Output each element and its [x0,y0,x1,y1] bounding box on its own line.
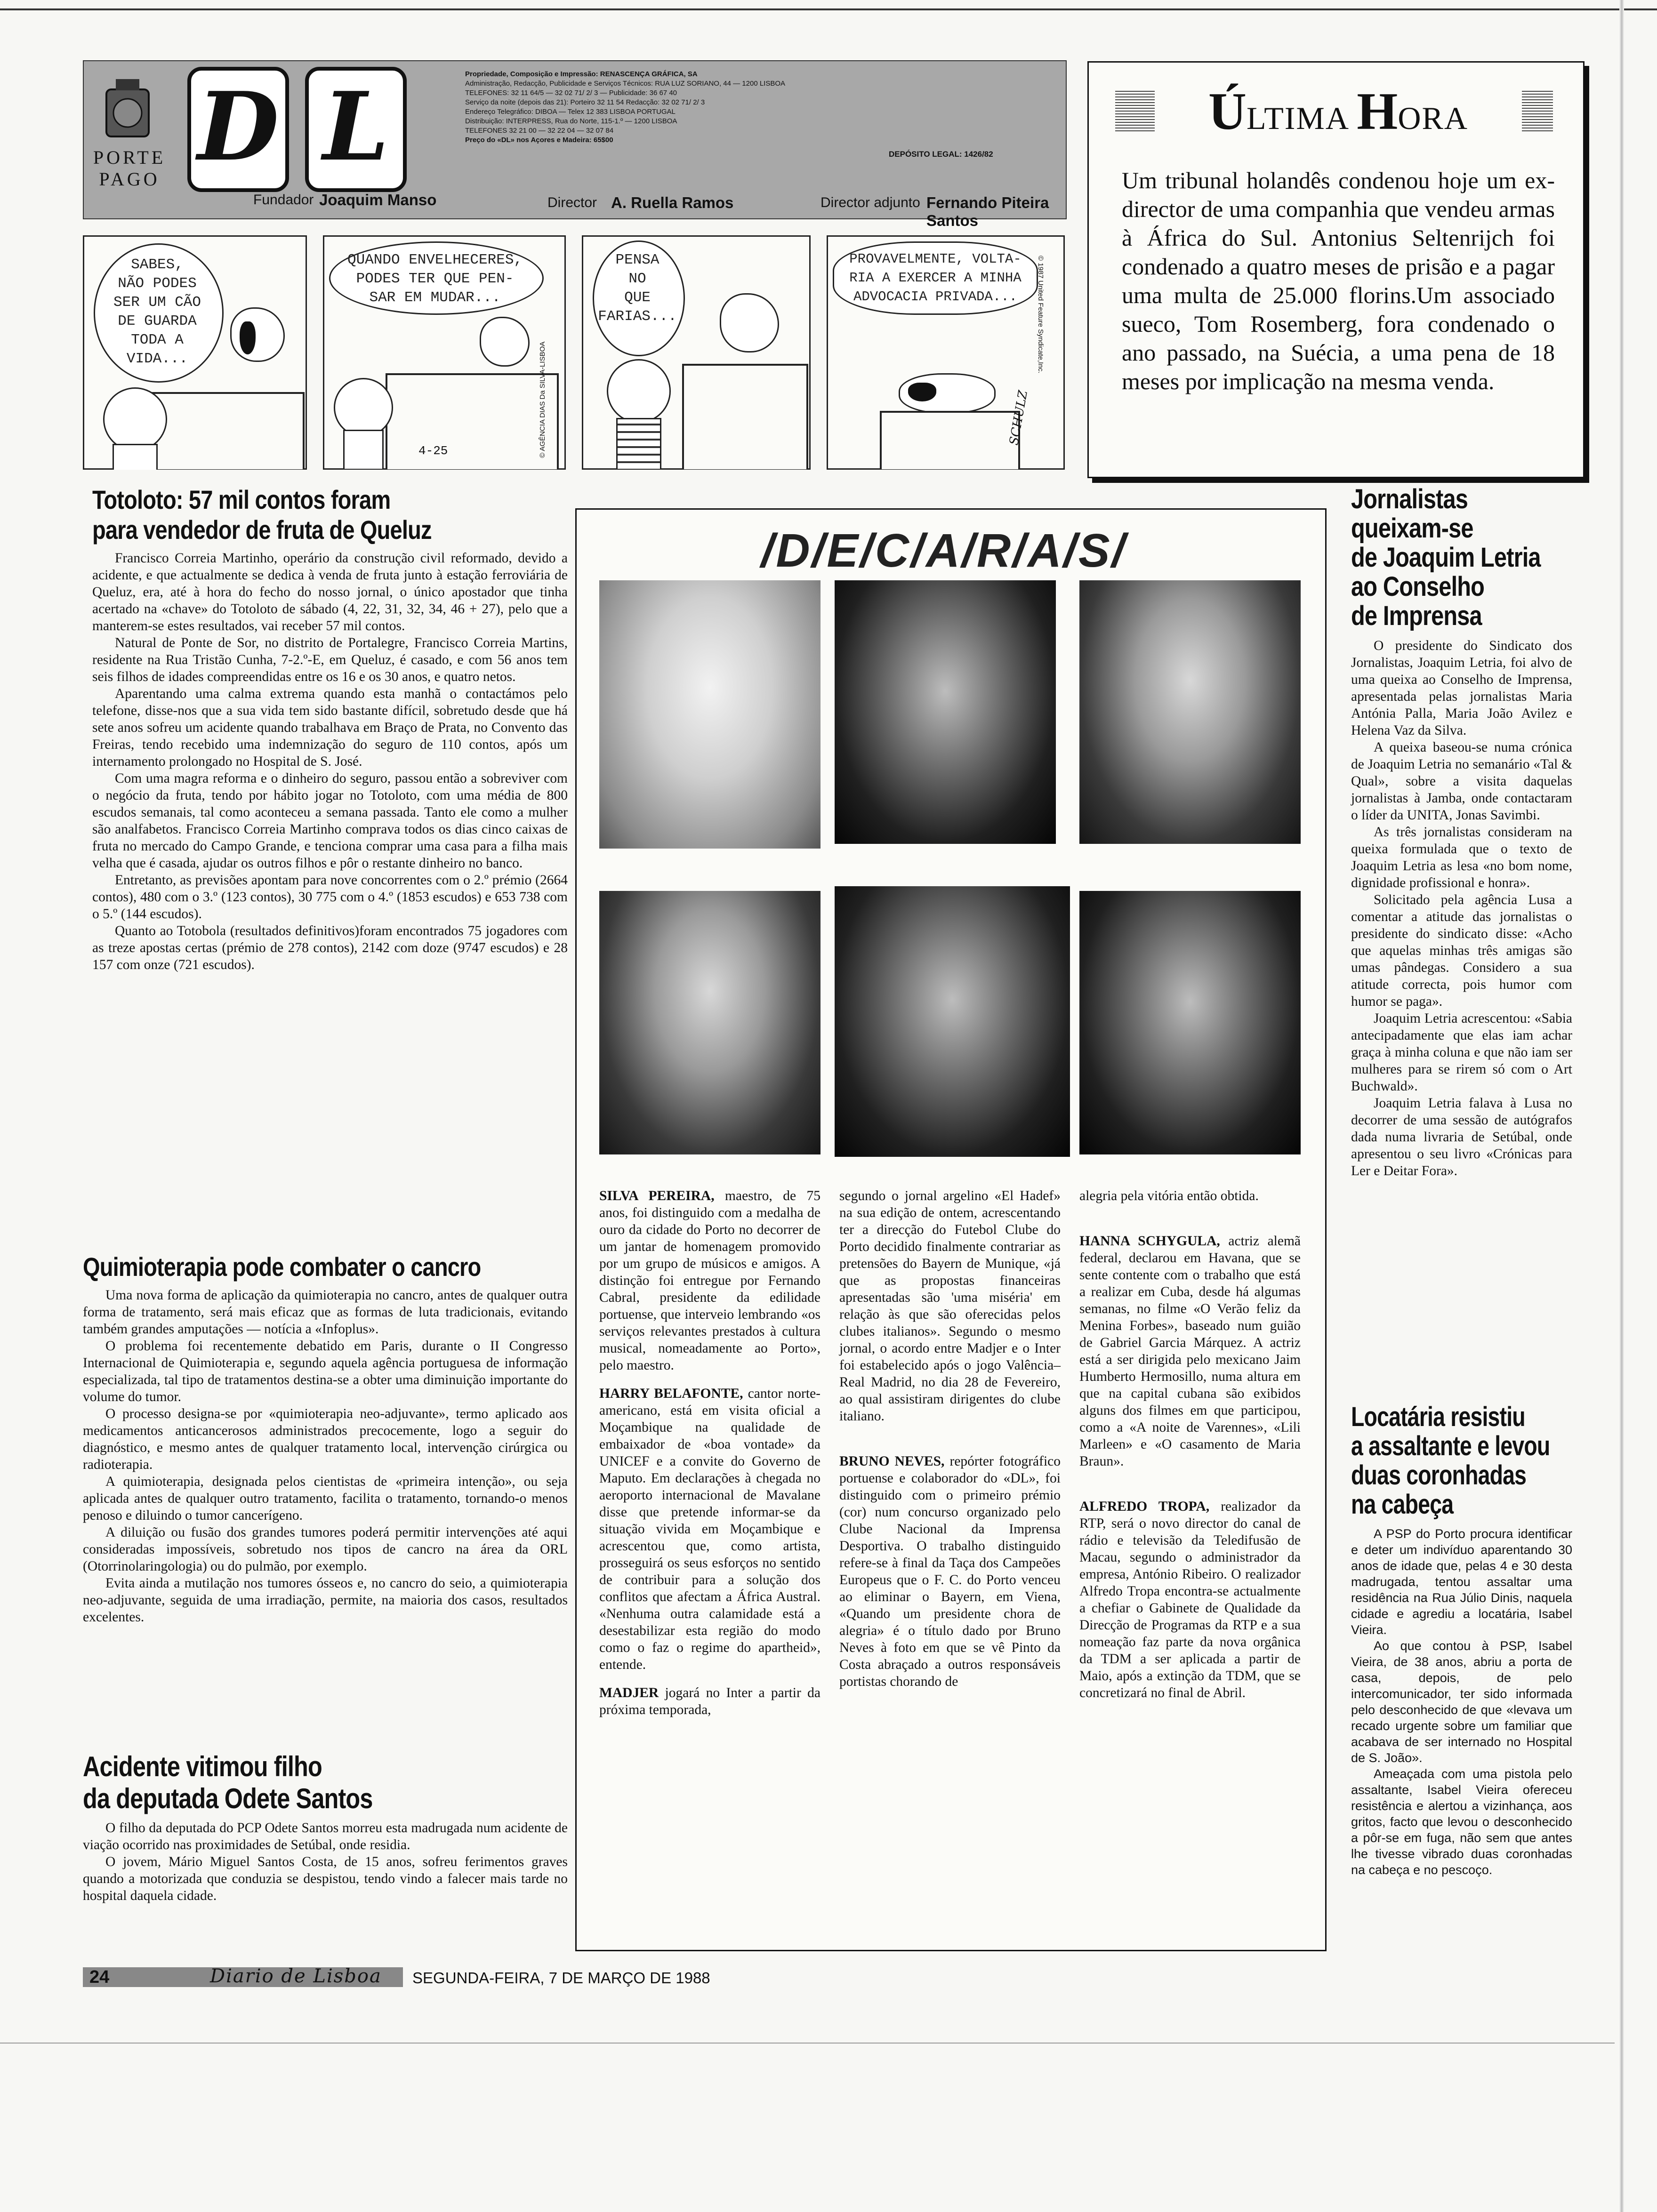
paragraph: Aparentando uma calma extrema quando esta manhã o contactámos pelo telefone, disse-nos que a sua vida tem sido bastante difícil, sobretudo desde que há sete anos sofreu um acidente quando trabalhava em Braço de Prata, no Convento das Freiras, tendo recebido uma indemnização do seguro de 110 contos, após um internamento prolongado no Hospital de S. José. [92,686,568,769]
comic-panel-3 [582,235,811,470]
locataria-headline-4: na cabeça [1351,1489,1454,1520]
photo-harry-belafonte [835,580,1056,844]
info-line: Administração, Redacção, Publicidade e Serviços Técnicos: RUA LUZ SORIANO, 44 — 1200 LISBOA [465,80,786,88]
title-ora: ORA [1398,100,1468,136]
paragraph: As três jornalistas consideram na queixa formulada que o texto de Joaquim Letria as lesa «no bom nome, dignidade profissional e honra». [1351,825,1572,890]
photo-alfredo-tropa [1079,891,1301,1154]
ear [908,383,936,401]
paragraph: Ameaçada com uma pistola pelo assaltante, Isabel Vieira ofereceu resistência e alertou a vizinhança, aos gritos, facto que levou o desconhecido a pôr-se em fuga, não sem que antes lhe tivesse vibrado duas coronhadas na cabeça e no pescoço. [1351,1767,1572,1877]
paragraph: Quanto ao Totobola (resultados definitivos)foram encontrados 75 jogadores com as treze apostas certas (prémio de 278 contos), 2142 com doze (9747 escudos) e 28 157 com onze (721 escudos). [92,923,568,972]
syndicate-credit: © 1987 United Feature Syndicate,Inc. [1037,256,1045,374]
paragraph: A PSP do Porto procura identificar e deter um indivíduo aparentando 30 anos de idade que, pelas 4 e 30 desta madrugada, tentou assaltar uma residência na Rua Júlio Dinis, naquela cidade e agrediu a locatária, Isabel Vieira. [1351,1527,1572,1637]
info-line: TELEFONES 32 21 00 — 32 22 04 — 32 07 84 [465,127,614,135]
decaras-box [575,508,1327,1951]
info-line: Endereço Telegráfico: DIBOA — Telex 12 383 LISBOA PORTUGAL [465,108,676,116]
right-edge [1619,0,1624,2212]
decaras-col-2 [839,1187,1061,1690]
kid-body [343,430,384,469]
paragraph: Joaquim Letria falava à Lusa no decorrer de uma sessão de autógrafos dada numa livraria de Setúbal, onde apresentou o seu livro «Crónicas para Ler e Deitar Fora». [1351,1096,1572,1178]
ultima-hora-title [1155,81,1522,141]
paragraph: Joaquim Letria acrescentou: «Sabia antecipadamente que elas iam achar graça à minha coluna e que não iam ser mulheres para se rirem só com o Art Buchwald». [1351,1011,1572,1094]
signature: SCHULZ [1007,389,1030,447]
snoopy-icon [230,307,285,362]
quimio-headline: Quimioterapia pode combater o cancro [83,1252,481,1282]
page-number: 24 [89,1967,110,1987]
jornalistas-headline-2: queixam-se [1351,513,1473,544]
locataria-headline-1: Locatária resistiu [1351,1402,1525,1432]
info-line: Distribuição: INTERPRESS, Rua do Norte, 115-1.º — 1200 LISBOA [465,117,677,125]
entry-text: repórter fotográfico portuense e colaborador do «DL», foi distinguido com o primeiro prémio (cor) num concurso organizado pelo Clube Nacional da Imprensa Desportiva. O trabalho distinguido refere-se à final da Taça dos Campeões Europeus que o F. C. do Porto venceu ao eliminar o Bayern, em Viena, «Quando um presidente chora de alegria» é o título dado por Bruno Neves à foto em que se vê Pinto da Costa abraçado a outros responsáveis portistas chorando de [839,1454,1061,1689]
entry-name: ALFREDO TROPA, [1079,1499,1210,1514]
doghouse-icon [150,392,305,469]
comic-strip [83,235,1067,471]
paragraph: Solicitado pela agência Lusa a comentar a atitude das jornalistas o presidente do sindicato disse: «Acho que aquelas minhas três amigas são umas pândegas. Considero a sua atitude correcta, pois humor com humor se paga». [1351,892,1572,1009]
quimio-body [83,1287,568,1626]
quimio-article [83,1252,568,1626]
title-u: Ú [1208,82,1247,141]
paragraph: A quimioterapia, designada pelos cientistas de «primeira intenção», ou seja aplicada antes de qualquer outro tratamento, facilita o tratamento, tornando-o menos penoso e diluindo o tumor cancerígeno. [83,1474,568,1523]
footer-date: SEGUNDA-FEIRA, 7 DE MARÇO DE 1988 [412,1969,710,1987]
comic-panel-2 [323,235,566,470]
bottom-rule [0,2043,1615,2044]
jornalistas-headline-3: de Joaquim Letria [1351,542,1541,573]
paragraph: O problema foi recentemente debatido em Paris, durante o II Congresso Internacional de Quimioterapia e, segundo aquela agência portuguesa de informação especializada, tal tipo de tratamentos destina-se a obter uma diminuição importante do volume do tumor. [83,1338,568,1404]
locataria-headline-3: duas coronhadas [1351,1460,1527,1491]
masthead-credits [253,188,1054,229]
locataria-article [1351,1403,1572,1878]
snoopy-icon [720,293,779,353]
director-label: Director [547,195,597,210]
porte-pago-label: PORTE PAGO [93,147,166,190]
agency-credit: © AGÊNCIA DIAS Da SILVA-LISBOA [539,341,547,458]
adjunto-name: Fernando Piteira Santos [926,194,1049,229]
entry-text: realizador da RTP, será o novo director do canal de rádio e televisão da Teledifusão de Macau, segundo o administrador da empresa, António Ribeiro. O realizador Alfredo Tropa encontra-se actualmente a chefiar o Gabinete de Qualidade da Direcção de Programas da RTP e a sua nomeação faz parte da nova orgânica da TDM a ser aplicada a partir de Maio, após a extinção da TDM, que se concretizará no final de Abril. [1079,1499,1301,1700]
jornalistas-headline-1: Jornalistas [1351,484,1468,514]
acidente-headline-2: da deputada Odete Santos [83,1783,373,1814]
comic-text: PENSA NO QUE FARIAS... [598,252,677,325]
entry-text: actriz alemã federal, declarou em Havana, que se sente contente com o trabalho que está a realizar em Cuba, desde há algumas semanas, no filme «O Verão feliz da Menina Forbes», baseado num guião de Gabriel Garcia Márquez. A actriz está a ser dirigida pelo mexicano Jaim Humberto Hermosillo, numa altura em que na capital cubana são exibidos alguns dos filmes em que participou, como a «A noite de Varennes», «Lili Marleen» e «O casamento de Maria Braun». [1079,1234,1301,1469]
info-line: Propriedade, Composição e Impressão: RENASCENÇA GRÁFICA, SA [465,70,698,78]
paragraph: O presidente do Sindicato dos Jornalistas, Joaquim Letria, foi alvo de uma queixa ao Conselho de Imprensa, apresentada pelas jornalistas Maria Antónia Palla, Maria João Avilez e Helena Vaz da Silva. [1351,638,1572,738]
paragraph: Evita ainda a mutilação nos tumores ósseos e, no cancro do seio, a quimioterapia neo-adjuvante, seguida de uma irradiação, permite, na maioria dos casos, resultados excelentes. [83,1576,568,1625]
photo-hanna-schygula [835,886,1070,1157]
page-footer [83,1965,742,1989]
ultima-hora-text: Um tribunal holandês condenou hoje um ex-director de uma companhia que vendeu armas à África do Sul. Antonius Seltenrijch foi condenado a quatro meses de prisão e a pagar uma multa de 25.000 florins.Um associado sueco, Tom Rosemberg, fora condenado o ano passado, na Suécia, a uma pena de 18 meses por implicação na mesma venda. [1122,167,1555,394]
paragraph: Ao que contou à PSP, Isabel Vieira, de 38 anos, abriu a porta de casa, depois, de pelo intercomunicador, ter sido informada pelo desconhecido de que «levava um recado urgente sobre um familiar que acabava de ser internado no Hospital de S. João». [1351,1639,1572,1765]
snoopy-icon [480,317,530,367]
comic-text: QUANDO ENVELHECERES, PODES TER QUE PEN- SAR EM MUDAR... [347,252,523,306]
linus-body [616,418,661,469]
totoloto-headline-2: para vendedor de fruta de Queluz [92,515,432,545]
charlie-brown-icon [103,387,167,451]
locataria-body [1351,1526,1572,1878]
entry-text: maestro, de 75 anos, foi distinguido com a medalha de ouro da cidade do Porto no decorrer de um jantar de homenagem promovido por um grupo de músicos e amigos. A distinção foi entregue por Fernando Cabral, presidente da edilidade portuense, que interveio lembrando «os serviços relevantes prestados à cultura musical, nomeadamente ao Porto», pelo maestro. [599,1188,820,1373]
info-line: TELEFONES: 32 11 64/5 — 32 02 71/ 2/ 3 — Publicidade: 36 67 40 [465,89,677,97]
masthead-info [465,70,1058,145]
paragraph: A queixa baseou-se numa crónica de Joaquim Letria no semanário «Tal & Qual», sobre a visita daquelas jornalistas à Jamba, onde contactaram o líder da UNITA, Jonas Savimbi. [1351,740,1572,823]
comic-panel-1 [83,235,307,470]
entry-hanna-schygula [1079,1233,1301,1470]
ultima-hora-box [1087,61,1585,478]
totoloto-article [92,485,568,973]
paragraph: Francisco Correia Martinho, operário da construção civil reformado, devido a acidente, e que actualmente se dedica à venda de fruta junto à estação ferroviária de Queluz, era, até à hora do fecho do nosso jornal, o único apostador que tinha acertado na «chave» do Totoloto de sábado (4, 22, 31, 32, 34, 46 + 27), pelo que a manterem-se estes resultados, vai receber 57 mil contos. [92,551,568,633]
photo-bruno-neves [1079,580,1301,844]
totoloto-headline-1: Totoloto: 57 mil contos foram [92,485,391,514]
director-name: A. Ruella Ramos [611,194,734,211]
doghouse-icon [880,411,1020,469]
paragraph: Com uma magra reforma e o dinheiro do seguro, passou então a sobreviver com o negócio da fruta, tendo por hábito jogar no Totoloto, com uma média de 800 escudos semanais, tal como aconteceu a semana passada. Tanto ele como a mulher são analfabetos. Francisco Correia Martinho comprava todos os dias cinco caixas de fruta no mercado do Campo Grande, e tenciona comprar uma casa para a filha mais velha que é casada, ajudar os outros filhos e pôr o restante dinheiro no banco. [92,771,568,871]
kid-icon [334,378,393,437]
logo-l-box [305,67,407,192]
info-line: Serviço da noite (depois das 21): Porteiro 32 11 54 Redacção: 32 02 71/ 2/ 3 [465,98,705,106]
masthead [83,60,1067,229]
entry-bruno-neves-cont: alegria pela vitória então obtida. [1079,1188,1259,1203]
comic-text: SABES, NÃO PODES SER UM CÃO DE GUARDA TODA A VIDA... [113,256,201,367]
logo-letter-d: D [197,72,279,182]
acidente-article [83,1751,568,1904]
doghouse-icon [682,364,808,469]
entry-text: jogará no Inter a partir da próxima temporada, [599,1685,820,1717]
decaras-title: /D/E/C/A/R/A/S/ [761,524,1127,577]
paragraph: Natural de Ponte de Sor, no distrito de Portalegre, Francisco Correia Martins, residente na Rua Tristão Cunha, 7-2.º-E, em Queluz, é casado, e com 56 anos tem seis filhos de idades compreendidas entre os 16 e os 30 anos, e quatro netos. [92,635,568,684]
charlie-body [113,444,158,470]
entry-name: HARRY BELAFONTE, [599,1386,743,1401]
jornalistas-article [1351,485,1572,1179]
adjunto-label: Director adjunto [820,195,920,210]
title-h: H [1357,82,1398,141]
paragraph: Uma nova forma de aplicação da quimioterapia no cancro, antes de qualquer outra forma de tratamento, será mais eficaz que as formas de luta tradicionais, evitando também grandes amputações — notícia a «Infoplus». [83,1288,568,1337]
linus-icon [607,359,671,423]
jornalistas-headline-5: de Imprensa [1351,601,1482,631]
logo-letter-l: L [322,72,389,182]
comic-panel-4 [827,235,1065,470]
comic-text: PROVAVELMENTE, VOLTA- RIA A EXERCER A MINHA ADVOCACIA PRIVADA... [849,251,1022,305]
acidente-headline-1: Acidente vitimou filho [83,1751,322,1782]
photo-silva-pereira [599,580,820,849]
entry-name: BRUNO NEVES, [839,1454,945,1469]
paragraph: O filho da deputada do PCP Odete Santos morreu esta madrugada num acidente de viação ocorrido nas proximidades de Setúbal, onde residia. [83,1820,568,1852]
locataria-headline-2: a assaltante e levou [1351,1431,1550,1461]
entry-bruno-neves [839,1453,1061,1690]
jornalistas-headline-4: ao Conselho [1351,571,1485,602]
fundador-name: Joaquim Manso [319,191,437,208]
ear [240,321,256,354]
entry-name: MADJER [599,1685,659,1700]
entry-silva-pereira [599,1187,820,1374]
photo-madjer [599,891,820,1154]
entry-name: HANNA SCHYGULA, [1079,1234,1220,1249]
entry-text: cantor norte-americano, está em visita oficial a Moçambique na qualidade de embaixador de «boa vontade» da UNICEF e a convite do Governo de Maputo. Em declarações à chegada no aeroporto internacional de Mavalane disse que pretende informar-se da situação vivida em Moçambique e acrescentou que, como artista, prosseguirá os seus esforços no sentido de contribuir para a solução dos conflitos que afectam a África Austral. «Nenhuma outra calamidade está a desestabilizar esta região do modo como o faz o regime do apartheid», entende. [599,1386,820,1672]
jornalistas-body [1351,637,1572,1179]
deposito-legal: DEPÓSITO LEGAL: 1426/82 [889,150,993,159]
decaras-col-3 [1079,1187,1301,1701]
date-mark: 4-25 [418,444,448,458]
entry-madjer [599,1684,820,1718]
paragraph: O processo designa-se por «quimioterapia neo-adjuvante», termo aplicado aos medicamentos anticancerosos administrados precocemente, logo a seguir do diagnóstico, e mesmo antes de qualquer tratamento local, intervenção cirúrgica ou radioterapia. [83,1406,568,1472]
paragraph: O jovem, Mário Miguel Santos Costa, de 15 anos, sofreu ferimentos graves quando a motorizada que conduzia se despistou, tendo vindo a falecer mais tarde no hospital daquela cidade. [83,1854,568,1903]
info-line: Preço do «DL» nos Açores e Madeira: 65$00 [465,136,613,144]
title-ltima: LTIMA [1246,100,1357,136]
fundador-label: Fundador [253,192,314,208]
paragraph: Entretanto, as previsões apontam para nove concorrentes com o 2.º prémio (2664 contos), 480 com o 3.º (123 contos), 30 775 com o 4.º (1853 escudos) e 653 738 com o 5.º (144 escudos). [92,873,568,922]
entry-madjer-cont: segundo o jornal argelino «El Hadef» na sua edição de ontem, acrescentando ter a direcção do Futebol Clube do Porto decidido finalmente contrariar as pretensões do Bayern de Munique, «já que as propostas financeiras apresentadas são 'uma miséria' em relação às que são oferecidas pelos clubes italianos». Segundo o mesmo jornal, o acordo entre Madjer e o Inter foi estabelecido após o jogo Valência–Real Madrid, no dia 28 de Fevereiro, ao qual assistiram dirigentes do clube italiano. [839,1188,1061,1424]
paragraph: A diluição ou fusão dos grandes tumores poderá permitir intervenções até aqui consideradas impossíveis, sobretudo nos tipos de cancro na área da ORL (Otorrinolaringologia) ou do pulmão, por exemplo. [83,1525,568,1574]
coat-of-arms-icon [97,75,158,146]
entry-alfredo-tropa [1079,1498,1301,1701]
decaras-col-1 [599,1187,820,1718]
logo-d-box [187,67,289,192]
entry-harry-belafonte [599,1385,820,1673]
top-rule [0,8,1657,10]
doghouse-icon [386,373,559,469]
paper-name: Diario de Lisboa [210,1965,382,1987]
entry-name: SILVA PEREIRA, [599,1188,715,1203]
acidente-body [83,1819,568,1904]
totoloto-body [92,550,568,973]
